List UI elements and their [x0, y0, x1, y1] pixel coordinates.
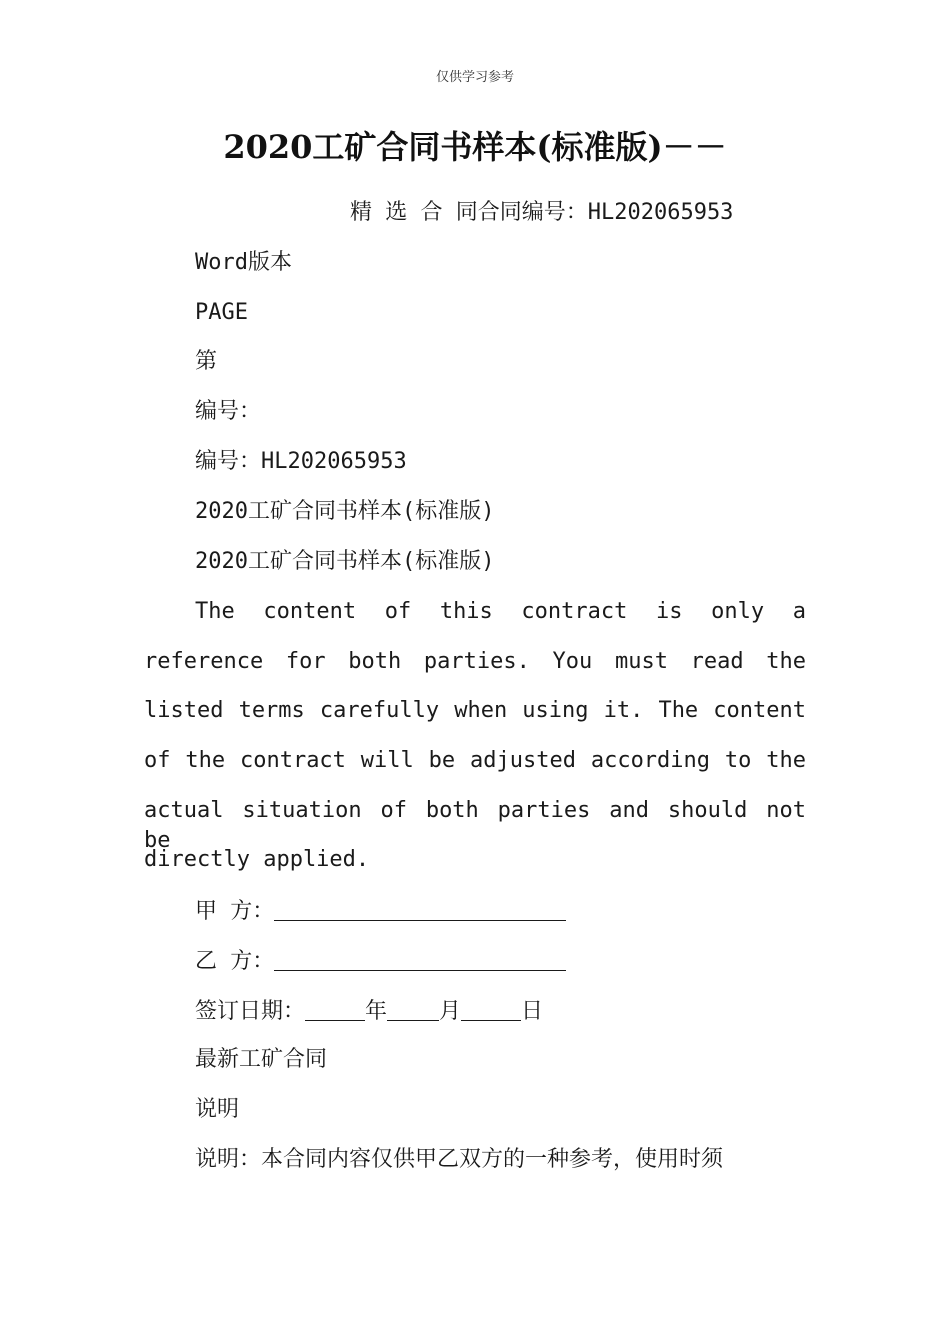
number-full-line: 编号：HL202065953	[195, 449, 407, 474]
month-blank[interactable]	[387, 996, 439, 1021]
latest-contract-line: 最新工矿合同	[195, 1047, 328, 1072]
page-line: PAGE	[195, 300, 248, 325]
explain-heading: 说明	[195, 1097, 240, 1122]
contract-number-meta: 精 选 合 同合同编号：HL202065953	[350, 200, 734, 225]
paragraph-row: directly applied.	[144, 847, 370, 873]
party-a-label: 甲 方：	[195, 899, 275, 924]
party-b-line	[195, 946, 566, 977]
di-line: 第	[195, 349, 218, 374]
party-b-blank[interactable]	[274, 946, 566, 971]
sign-date-label: 签订日期：	[195, 999, 306, 1024]
title-repeat-line-1: 2020工矿合同书样本(标准版)	[195, 499, 495, 524]
number-label-line: 编号：	[195, 399, 262, 424]
year-blank[interactable]	[305, 996, 365, 1021]
party-a-line	[195, 896, 566, 927]
paragraph-row: actual situation of both parties and should not be	[144, 797, 806, 853]
day-label: 日	[521, 999, 544, 1024]
paragraph-row: The content of this contract is only a	[195, 599, 806, 624]
paragraph-row: reference for both parties. You must read the	[144, 648, 806, 674]
month-label: 月	[439, 999, 462, 1024]
paragraph-row: of the contract will be adjusted according to the	[144, 748, 806, 774]
year-label: 年	[365, 999, 388, 1024]
explain-text: 说明：本合同内容仅供甲乙双方的一种参考，使用时须	[195, 1147, 724, 1172]
english-disclaimer-paragraph	[144, 597, 806, 895]
word-version-line: Word版本	[195, 250, 292, 275]
header-note: 仅供学习参考	[435, 70, 514, 85]
party-b-label: 乙 方：	[195, 949, 275, 974]
day-blank[interactable]	[461, 996, 521, 1021]
title-repeat-line-2: 2020工矿合同书样本(标准版)	[195, 549, 495, 574]
paragraph-row: listed terms carefully when using it. The content	[144, 698, 806, 724]
document-title: 2020工矿合同书样本(标准版)－－	[223, 128, 727, 166]
sign-date-line	[195, 996, 543, 1027]
party-a-blank[interactable]	[274, 896, 566, 921]
